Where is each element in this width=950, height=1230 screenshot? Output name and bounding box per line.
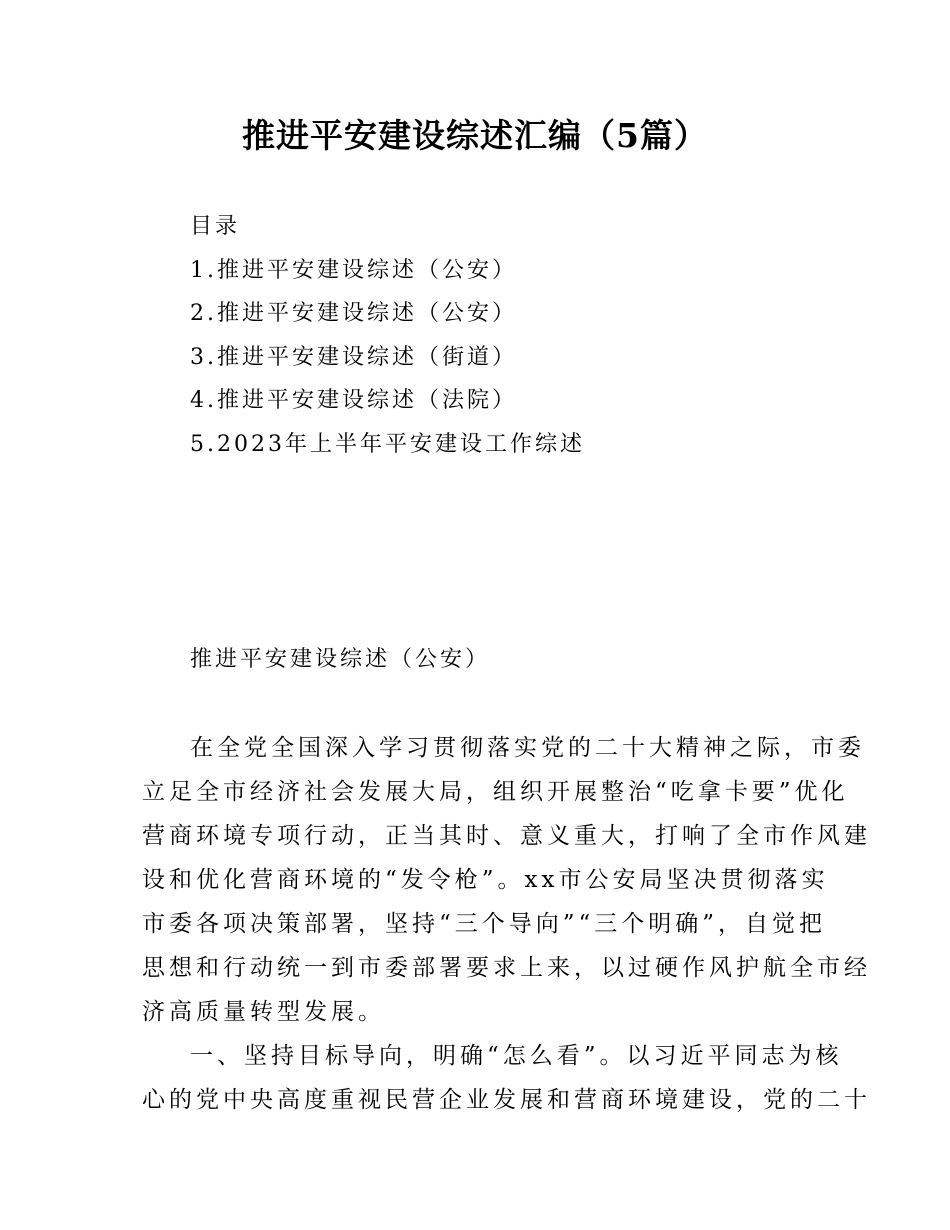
toc-item: 2.推进平安建设综述（公安） (190, 301, 517, 326)
body-line: 营商环境专项行动，正当其时、意义重大，打响了全市作风建 (142, 823, 871, 849)
body-line: 立足全市经济社会发展大局，组织开展整治“吃拿卡要”优化 (142, 779, 849, 805)
body-line: 思想和行动统一到市委部署要求上来，以过硬作风护航全市经 (142, 955, 871, 981)
body-line: 在全党全国深入学习贯彻落实党的二十大精神之际，市委 (190, 735, 865, 761)
body-line: 设和优化营商环境的“发令枪”。xx市公安局坚决贯彻落实 (142, 867, 829, 893)
toc-item: 5.2023年上半年平安建设工作综述 (190, 431, 585, 457)
body-line: 市委各项决策部署，坚持“三个导向”“三个明确”，自觉把 (142, 911, 827, 937)
toc-item: 3.推进平安建设综述（街道） (190, 344, 517, 370)
toc-item: 1.推进平安建设综述（公安） (190, 257, 517, 283)
document-title: 推进平安建设综述汇编（5篇） (242, 116, 708, 155)
section-heading: 推进平安建设综述（公安） (190, 647, 491, 672)
body-line: 心的党中央高度重视民营企业发展和营商环境建设，党的二十 (142, 1087, 871, 1113)
table-of-contents (190, 205, 830, 466)
body-line: 一、坚持目标导向，明确“怎么看”。以习近平同志为核 (190, 1043, 843, 1069)
body-text (142, 726, 871, 1122)
toc-item: 4.推进平安建设综述（法院） (190, 388, 517, 413)
toc-label: 目录 (190, 214, 241, 239)
body-line: 济高质量转型发展。 (142, 999, 385, 1025)
